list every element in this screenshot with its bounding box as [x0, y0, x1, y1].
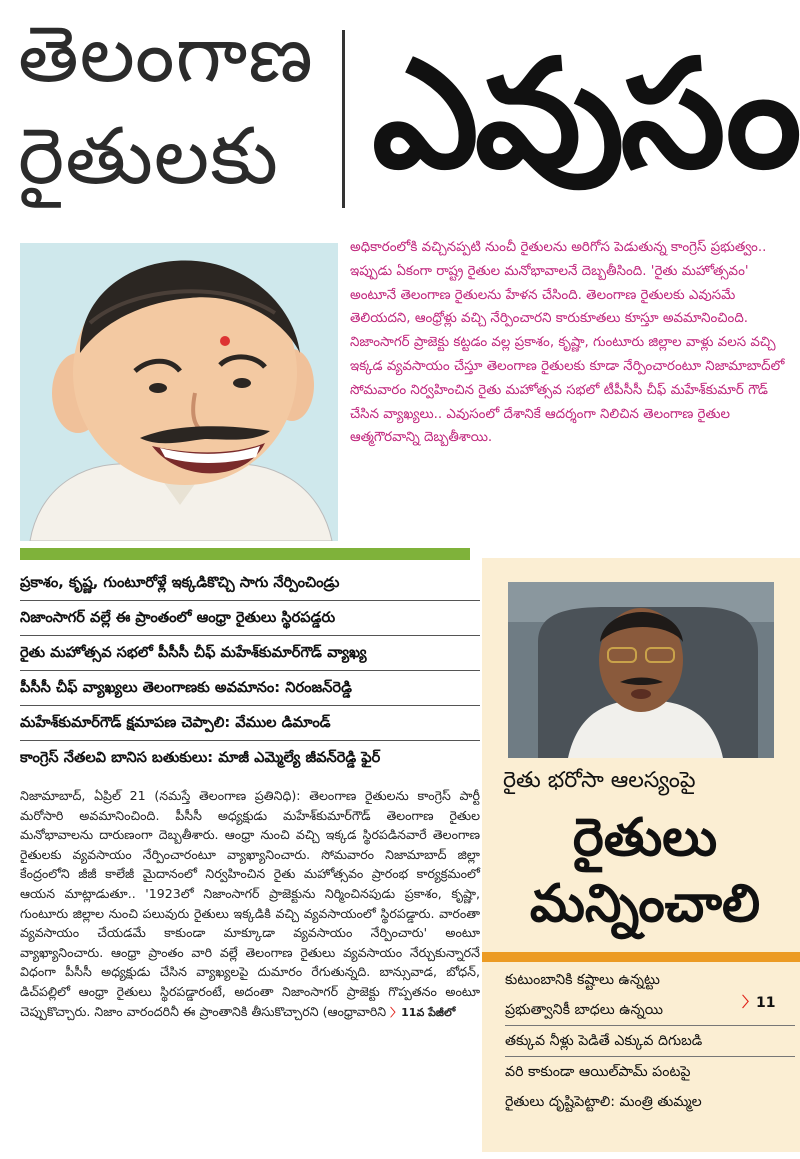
- side-accent-bar: [482, 952, 800, 962]
- side-page-number: 11: [756, 995, 776, 1011]
- side-point: తక్కువ నీళ్లు పెడితే ఎక్కువ దిగుబడి: [505, 1026, 795, 1057]
- continued-page-label: 11వ పేజీలో: [401, 1005, 456, 1019]
- side-point: ప్రభుత్వానికీ బాధలు ఉన్నయి: [505, 995, 795, 1026]
- side-headline-line-1: రైతులు: [572, 808, 718, 868]
- intro-paragraph: అధికారంలోకి వచ్చినప్పటి నుంచీ రైతులను అరిగోస పెడుతున్న కాంగ్రెస్ ప్రభుత్వం.. ఇప్పుడు ఏకంగా రాష్ట్ర రైతుల మనోభావాలనే దెబ్బతీసింది. 'రైతు మహోత్సవం' అంటూనే తెలంగాణ రైతులను హేళన చేసింది. తెలంగాణ రైతులకు ఎవుసమే తెలియదని, ఆంధ్రోళ్లు వచ్చి నేర్పించారని కారుకూతలు కూస్తూ అవమానించింది. నిజాంసాగర్ ప్రాజెక్టు కట్టడం వల్ల ప్రకాశం, కృష్ణా, గుంటూరు జిల్లాల వాళ్లు వలస వచ్చి ఇక్కడ వ్యవసాయం చేస్తూ తెలంగాణ రైతులకు కూడా నేర్పించారంటూ నిజామాబాద్‌లో సోమవారం నిర్వహించిన రైతు మహోత్సవ సభలో టీపీసీసీ చీఫ్ మహేశ్‌కుమార్ గౌడ్ చేసిన వ్యాఖ్యలు.. ఎవుసంలో దేశానికే ఆదర్శంగా నిలిచిన తెలంగాణ రైతుల ఆత్మగౌరవాన్ని దెబ్బతీశాయి.: [350, 240, 785, 446]
- minister-photo: [508, 582, 774, 758]
- side-kicker: రైతు భరోసా ఆలస్యంపై: [503, 768, 696, 793]
- side-headline-line-2: మన్నించాలి: [529, 874, 761, 934]
- article-body: [20, 786, 480, 1022]
- continued-page-ref: [390, 1006, 455, 1019]
- article-body-text: నిజామాబాద్, ఏప్రిల్ 21 (నమస్తే తెలంగాణ ప్రతినిధి): తెలంగాణ రైతులను కాంగ్రెస్ పార్టీ మరోసారి అవమానించింది. పీసీసీ అధ్యక్షుడు మహేశ్‌కుమార్‌గౌడ్ తెలంగాణ రైతుల మనోభావాలను దారుణంగా దెబ్బతీశారు. ఆంధ్రా నుంచి వచ్చి ఇక్కడ స్థిరపడినవారే తెలంగాణ రైతులకు వ్యవసాయం నేర్పించారంటూ వ్యాఖ్యానించారు. సోమవారం నిజామాబాద్ జిల్లా కేంద్రంలోని జీజీ కాలేజీ మైదానంలో నిర్వహించిన రైతు మహోత్సవం ప్రారంభ కార్యక్రమంలో ఆయన మాట్లాడుతూ.. '1923లో నిజాంసాగర్ ప్రాజెక్టును నిర్మించినపుడు ప్రకాశం, కృష్ణా, గుంటూరు జిల్లాల నుంచి పలువురు రైతులు ఇక్కడికి వచ్చి వ్యవసాయంలో స్థిరపడ్డారు. వారంతా వ్యవసాయం చేయడమే కాకుండా మాక్కూడా వ్యవసాయం నేర్పించారు' అంటూ వ్యాఖ్యానించారు. ఆంధ్రా ప్రాంతం వారి వల్లే తెలంగాణ రైతులు వ్యవసాయం నేర్చుకున్నారనే విధంగా పీసీసీ అధ్యక్షుడు చేసిన వ్యాఖ్యలపై దుమారం రేగుతున్నది. బాన్సువాడ, బోధన్, డిచ్‌పల్లిలో ఆంధ్రా రైతులు స్థిరపడ్డారంటే, అదంతా నిజాంసాగర్ ప్రాజెక్టు గొప్పతనం అంటూ చెప్పుకొచ్చారు. నిజాం వారందరినీ ఈ ప్రాంతానికి తీసుకొచ్చారని (ఆంధ్రావారిని: [20, 788, 480, 1019]
- subheadline: కాంగ్రెస్ నేతలవి బానిస బతుకులు: మాజీ ఎమ్మెల్యే జీవన్‌రెడ్డి ఫైర్: [20, 749, 381, 766]
- chevron-right-icon: 〉: [742, 995, 756, 1011]
- side-point: కుటుంబానికి కష్టాలు ఉన్నట్టు: [505, 972, 660, 988]
- photo-drawing: [508, 582, 774, 758]
- headline-big-word: ఎవుసం: [372, 28, 798, 202]
- side-point: వరి కాకుండా ఆయిల్‌పామ్ పంటపై: [505, 1064, 691, 1080]
- caricature-drawing: [20, 243, 338, 541]
- chevron-right-icon: 〉: [390, 1005, 402, 1019]
- subheadline: రైతు మహోత్సవ సభలో పీసీసీ చీఫ్ మహేశ్‌కుమార్‌గౌడ్ వ్యాఖ్య: [20, 636, 480, 671]
- caricature-image: [20, 243, 338, 541]
- subheadline: ప్రకాశం, కృష్ణ, గుంటూరోళ్లే ఇక్కడికొచ్చి సాగు నేర్పించిండ్రు: [20, 566, 480, 601]
- headline-divider: [342, 30, 345, 208]
- subheadline-list: [20, 566, 480, 775]
- headline-line-1: తెలంగాణ: [18, 10, 314, 100]
- side-point: రైతులు దృష్టిపెట్టాలి: మంత్రి తుమ్మల: [505, 1094, 702, 1110]
- side-points: [505, 965, 795, 1117]
- section-bar: [20, 548, 470, 560]
- headline-line-2: రైతులకు: [18, 112, 279, 202]
- subheadline: మహేశ్‌కుమార్‌గౌడ్ క్షమాపణ చెప్పాలి: వేముల డిమాండ్: [20, 706, 480, 741]
- subheadline: నిజాంసాగర్ వల్లే ఈ ప్రాంతంలో ఆంధ్రా రైతులు స్థిరపడ్డరు: [20, 601, 480, 636]
- subheadline: పీసీసీ చీఫ్ వ్యాఖ్యలు తెలంగాణకు అవమానం: నిరంజన్‌రెడ్డి: [20, 671, 480, 706]
- side-page-ref: [742, 992, 775, 1012]
